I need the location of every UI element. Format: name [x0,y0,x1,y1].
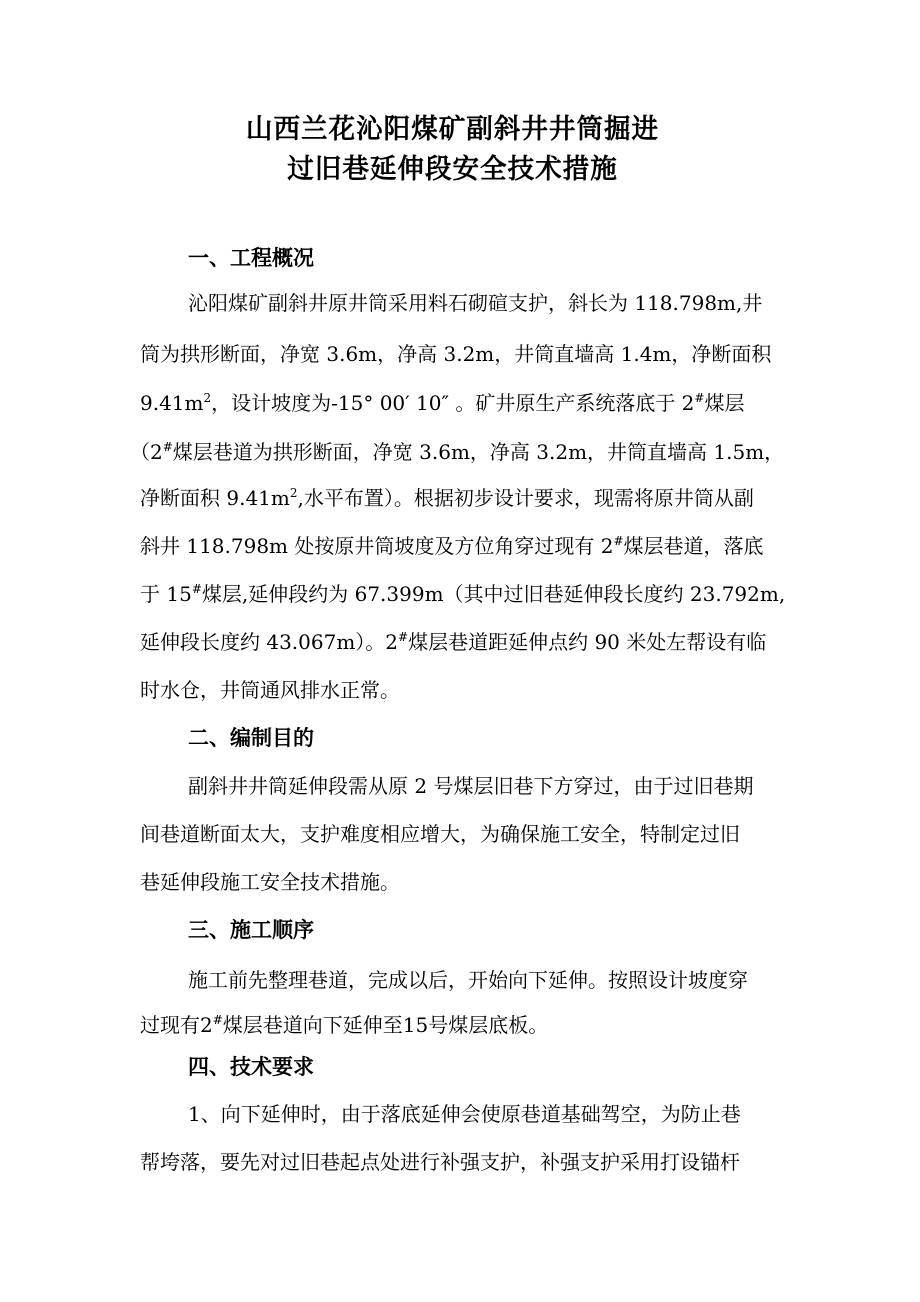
paragraph-line [140,579,785,609]
paragraph-line: 副斜井井筒延伸段需从原 2 号煤层旧巷下方穿过，由于过旧巷期 [188,774,754,798]
text-run: 于 15 [140,582,192,606]
superscript: # [191,582,202,596]
text-run: 斜井 118.798m 处按原井筒坡度及方位角穿过现有 2 [140,534,614,558]
paragraph-line: 沁阳煤矿副斜井原井筒采用料石砌碹支护，斜长为 118.798m,井 [188,291,763,315]
section-heading-sequence: 三、施工顺序 [188,917,314,942]
paragraph-line [140,388,744,418]
paragraph-line: 间巷道断面太大，支护难度相应增大，为确保施工安全，特制定过旧 [140,822,740,846]
text-run: 煤层巷道为拱形断面，净宽 3.6m，净高 3.2m，井筒直墙高 1.5m， [172,440,785,464]
text-run: ，设计坡度为-15° 00′ 10″ 。矿井原生产系统落底于 2 [211,391,695,415]
text-run: 煤层,延伸段约为 67.399m（其中过旧巷延伸段长度约 23.792m, [201,582,786,606]
section-heading-overview: 一、工程概况 [188,245,314,270]
paragraph-line: 时水仓，井筒通风排水正常。 [140,678,400,702]
text-run: 净断面积 9.41m [140,486,290,510]
paragraph-line [130,437,784,467]
section-heading-purpose: 二、编制目的 [188,725,314,750]
text-run: ,水平布置）。根据初步设计要求，现需将原井筒从副 [297,486,754,510]
superscript: # [212,1013,223,1027]
paragraph-line [140,483,754,513]
superscript: # [398,630,409,644]
superscript: 2 [289,486,298,500]
superscript: # [613,534,624,548]
paragraph-line [140,531,764,561]
text-run: 煤层巷道距延伸点约 90 米处左帮设有临 [408,630,767,654]
section-heading-technical-requirements: 四、技术要求 [188,1054,314,1079]
text-run: 延伸段长度约 43.067m）。2 [140,630,399,654]
paragraph-line: 筒为拱形断面，净宽 3.6m，净高 3.2m，井筒直墙高 1.4m，净断面积 [140,342,772,366]
document-title-line-2: 过旧巷延伸段安全技术措施 [287,154,618,185]
superscript: # [162,440,173,454]
superscript: # [694,391,705,405]
text-run: 煤层巷道，落底 [623,534,764,558]
text-run: 煤层 [704,391,745,415]
paragraph-line: 帮垮落，要先对过旧巷起点处进行补强支护，补强支护采用打设锚杆 [140,1150,740,1174]
text-run: 煤层巷道向下延伸至15号煤层底板。 [222,1013,549,1037]
paragraph-line: 巷延伸段施工安全技术措施。 [140,870,400,894]
paragraph-line: 施工前先整理巷道，完成以后，开始向下延伸。按照设计坡度穿 [188,968,748,992]
paragraph-line [140,1010,548,1040]
superscript: 2 [203,391,212,405]
paragraph-line: 1、向下延伸时，由于落底延伸会使原巷道基础驾空，为防止巷 [188,1102,741,1126]
text-run: 9.41m [140,391,204,415]
text-run: 过现有2 [140,1013,213,1037]
text-run: （2 [130,440,163,464]
paragraph-line [140,627,766,657]
document-title-line-1: 山西兰花沁阳煤矿副斜井井筒掘进 [245,114,660,145]
